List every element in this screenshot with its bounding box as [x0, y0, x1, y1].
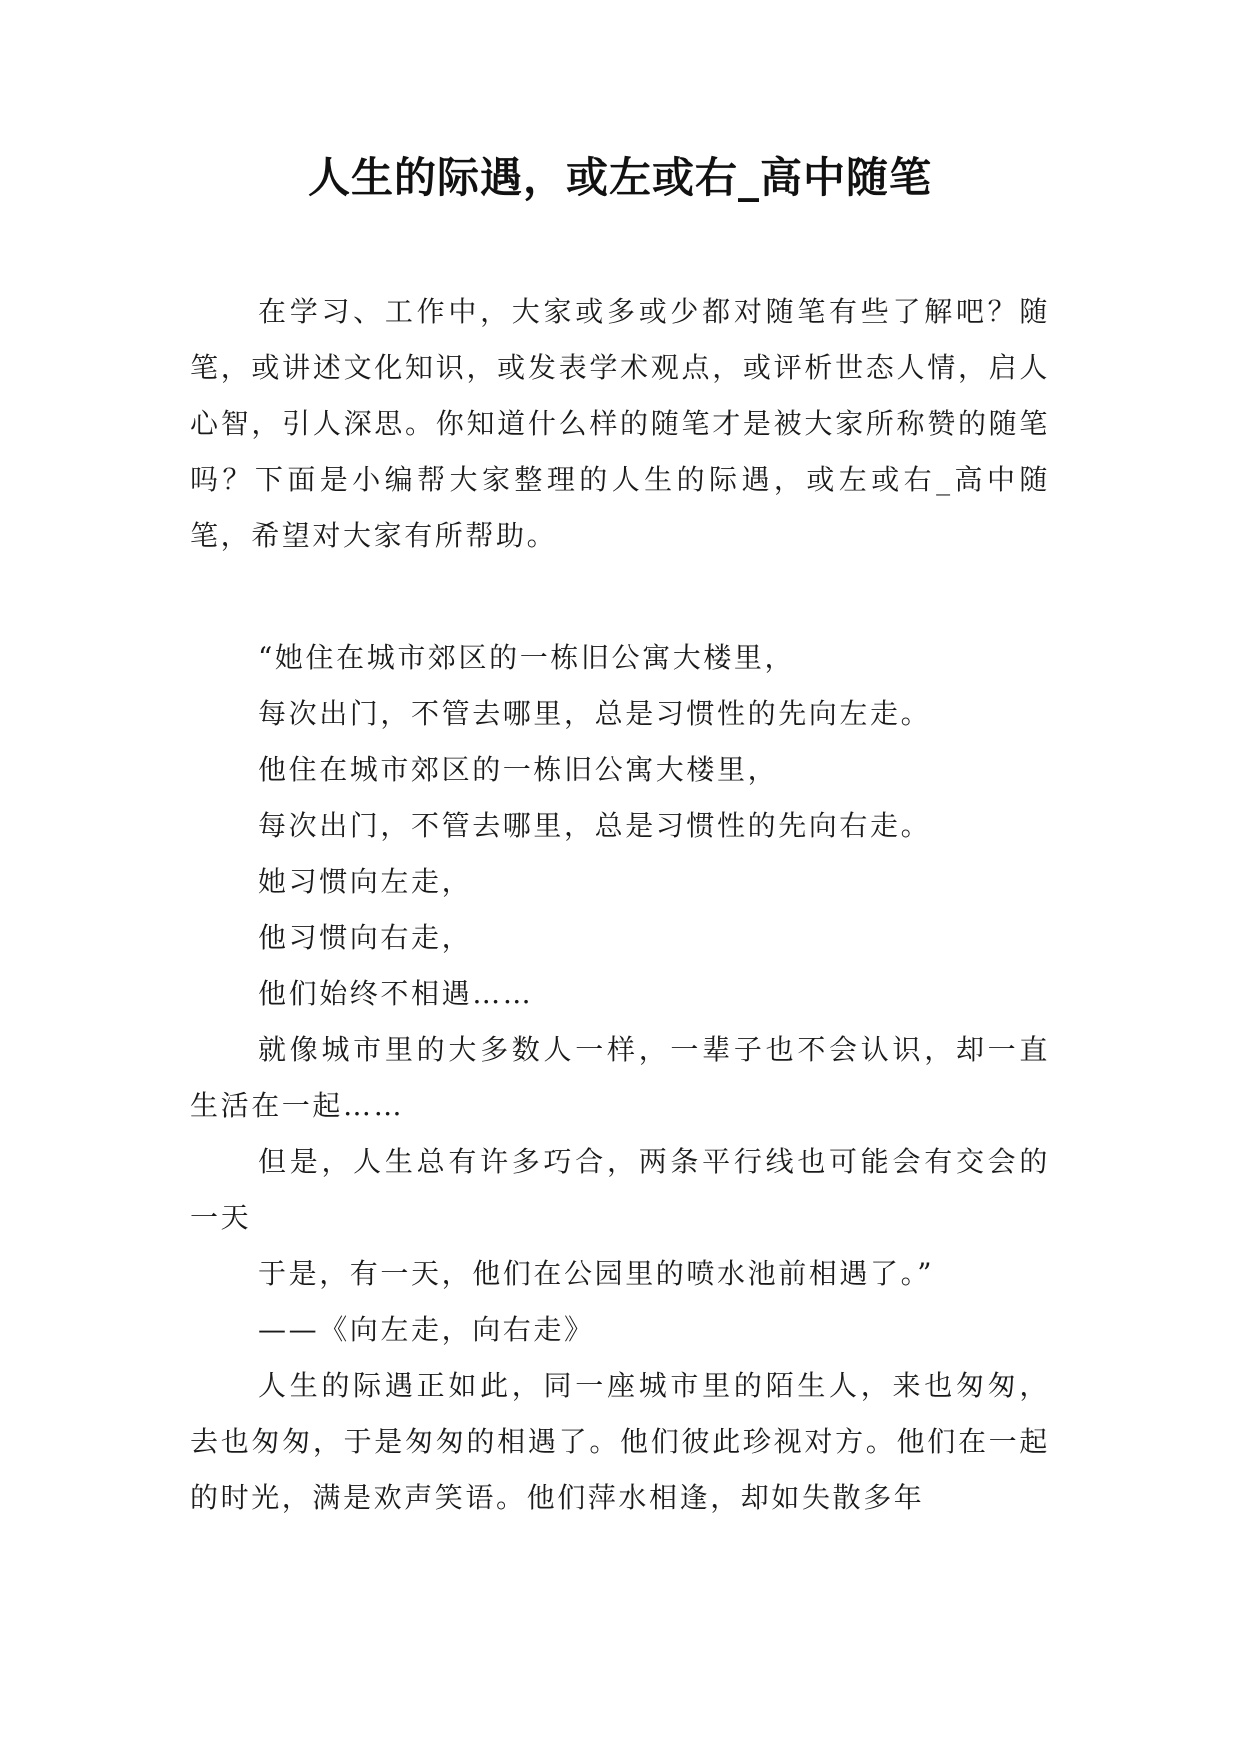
paragraph: 就像城市里的大多数人一样，一辈子也不会认识，却一直生活在一起……: [190, 1033, 1050, 1122]
paragraph: 他们始终不相遇……: [258, 977, 534, 1010]
paragraph: 每次出门，不管去哪里，总是习惯性的先向右走。: [258, 809, 932, 842]
paragraph: 他住在城市郊区的一栋旧公寓大楼里，: [258, 753, 779, 786]
paragraph: 他习惯向右走，: [258, 921, 473, 954]
paragraph: “她住在城市郊区的一栋旧公寓大楼里，: [258, 641, 796, 674]
document-title: 人生的际遇，或左或右_高中随笔: [307, 153, 932, 202]
paragraph: 她习惯向左走，: [258, 865, 473, 898]
paragraph: 但是，人生总有许多巧合，两条平行线也可能会有交会的一天: [190, 1145, 1050, 1234]
paragraph: 每次出门，不管去哪里，总是习惯性的先向左走。: [258, 697, 932, 730]
body-section: [190, 630, 1050, 1526]
quote-attribution: ——《向左走，向右走》: [258, 1313, 595, 1346]
paragraph: 于是，有一天，他们在公园里的喷水池前相遇了。”: [258, 1257, 935, 1290]
intro-paragraph: 在学习、工作中，大家或多或少都对随笔有些了解吧？随笔，或讲述文化知识，或发表学术观点，或评析世态人情，启人心智，引人深思。你知道什么样的随笔才是被大家所称赞的随笔吗？下面是小编帮大家整理的人生的际遇，或左或右_高中随笔，希望对大家有所帮助。: [190, 295, 1050, 552]
intro-section: [190, 284, 1050, 564]
paragraph: 人生的际遇正如此，同一座城市里的陌生人，来也匆匆，去也匆匆，于是匆匆的相遇了。他们彼此珍视对方。他们在一起的时光，满是欢声笑语。他们萍水相逢，却如失散多年: [190, 1369, 1050, 1514]
